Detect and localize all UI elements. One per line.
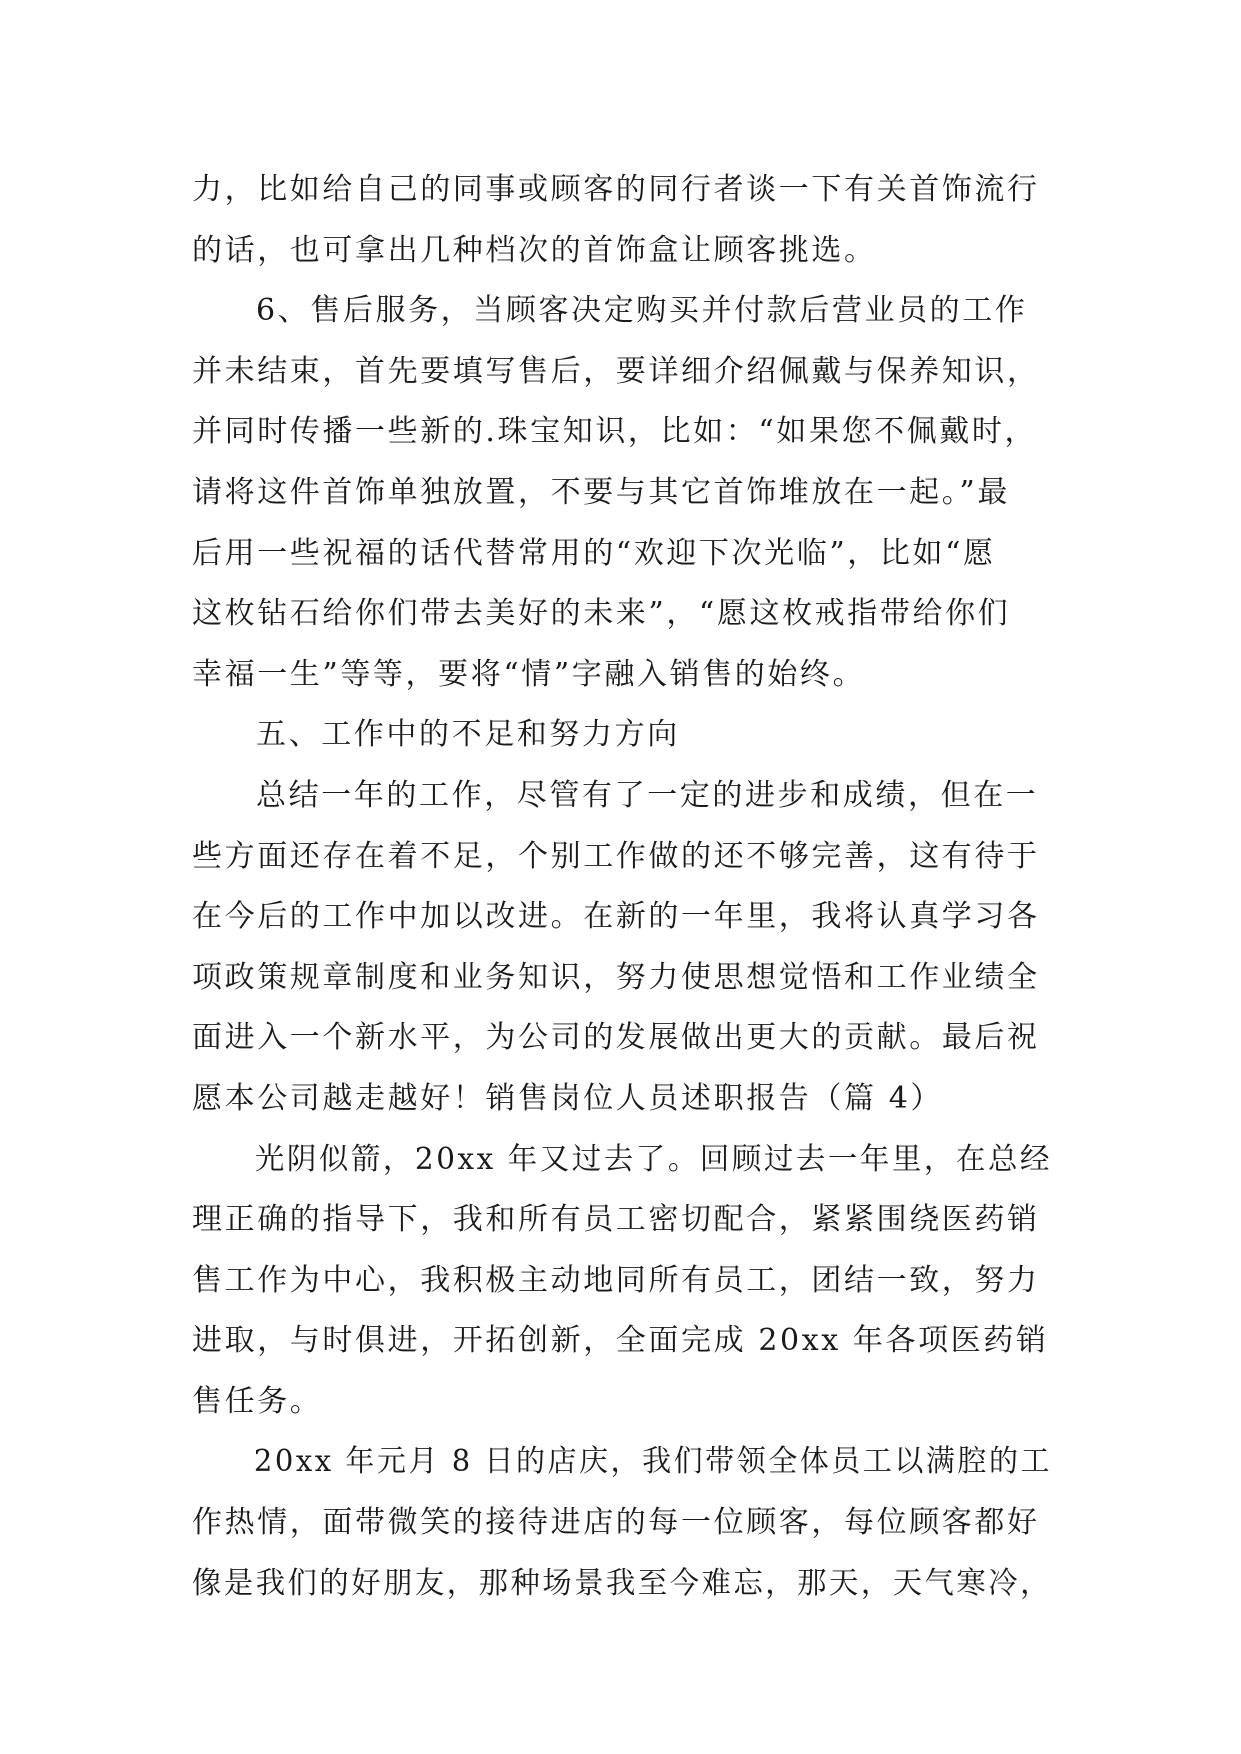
text-line: 的话，也可拿出几种档次的首饰盒让顾客挑选。 (192, 232, 877, 268)
text-line: 项政策规章制度和业务知识，努力使思想觉悟和工作业绩全 (192, 959, 1040, 995)
text-line: 售任务。 (192, 1383, 323, 1419)
text-line: 进取，与时俱进，开拓创新，全面完成 20xx 年各项医药销 (192, 1323, 1049, 1359)
text-line: 请将这件首饰单独放置，不要与其它首饰堆放在一起。”最 (192, 474, 1010, 510)
text-line: 些方面还存在着不足，个别工作做的还不够完善，这有待于 (192, 838, 1040, 874)
text-line: 理正确的指导下，我和所有员工密切配合，紧紧围绕医药销 (192, 1202, 1040, 1238)
text-line: 并同时传播一些新的.珠宝知识，比如：“如果您不佩戴时， (192, 414, 1038, 450)
text-line: 光阴似箭，20xx 年又过去了。回顾过去一年里，在总经 (254, 1141, 1052, 1177)
text-line: 并未结束，首先要填写售后，要详细介绍佩戴与保养知识， (192, 353, 1040, 389)
text-line: 6、售后服务，当顾客决定购买并付款后营业员的工作 (256, 293, 1028, 329)
text-line: 像是我们的好朋友，那种场景我至今难忘，那天，天气寒冷， (192, 1565, 1052, 1601)
text-line: 总结一年的工作，尽管有了一定的进步和成绩，但在一 (256, 777, 1039, 813)
text-line: 愿本公司越走越好！销售岗位人员述职报告（篇 4） (192, 1080, 944, 1116)
text-line: 在今后的工作中加以改进。在新的一年里，我将认真学习各 (192, 899, 1040, 935)
text-line: 后用一些祝福的话代替常用的“欢迎下次光临”，比如“愿 (192, 535, 996, 571)
text-line: 售工作为中心，我积极主动地同所有员工，团结一致，努力 (192, 1262, 1040, 1298)
text-line: 幸福一生”等等，要将“情”字融入销售的始终。 (192, 656, 866, 692)
text-line: 这枚钻石给你们带去美好的未来”，“愿这枚戒指带给你们 (192, 596, 1011, 632)
text-line: 20xx 年元月 8 日的店庆，我们带领全体员工以满腔的工 (253, 1444, 1053, 1480)
section-heading: 五、工作中的不足和努力方向 (256, 717, 680, 753)
body-text (192, 160, 1052, 1614)
text-line: 面进入一个新水平，为公司的发展做出更大的贡献。最后祝 (192, 1020, 1040, 1056)
text-line: 作热情，面带微笑的接待进店的每一位顾客，每位顾客都好 (192, 1505, 1040, 1541)
text-line: 力，比如给自己的同事或顾客的同行者谈一下有关首饰流行 (192, 172, 1040, 207)
